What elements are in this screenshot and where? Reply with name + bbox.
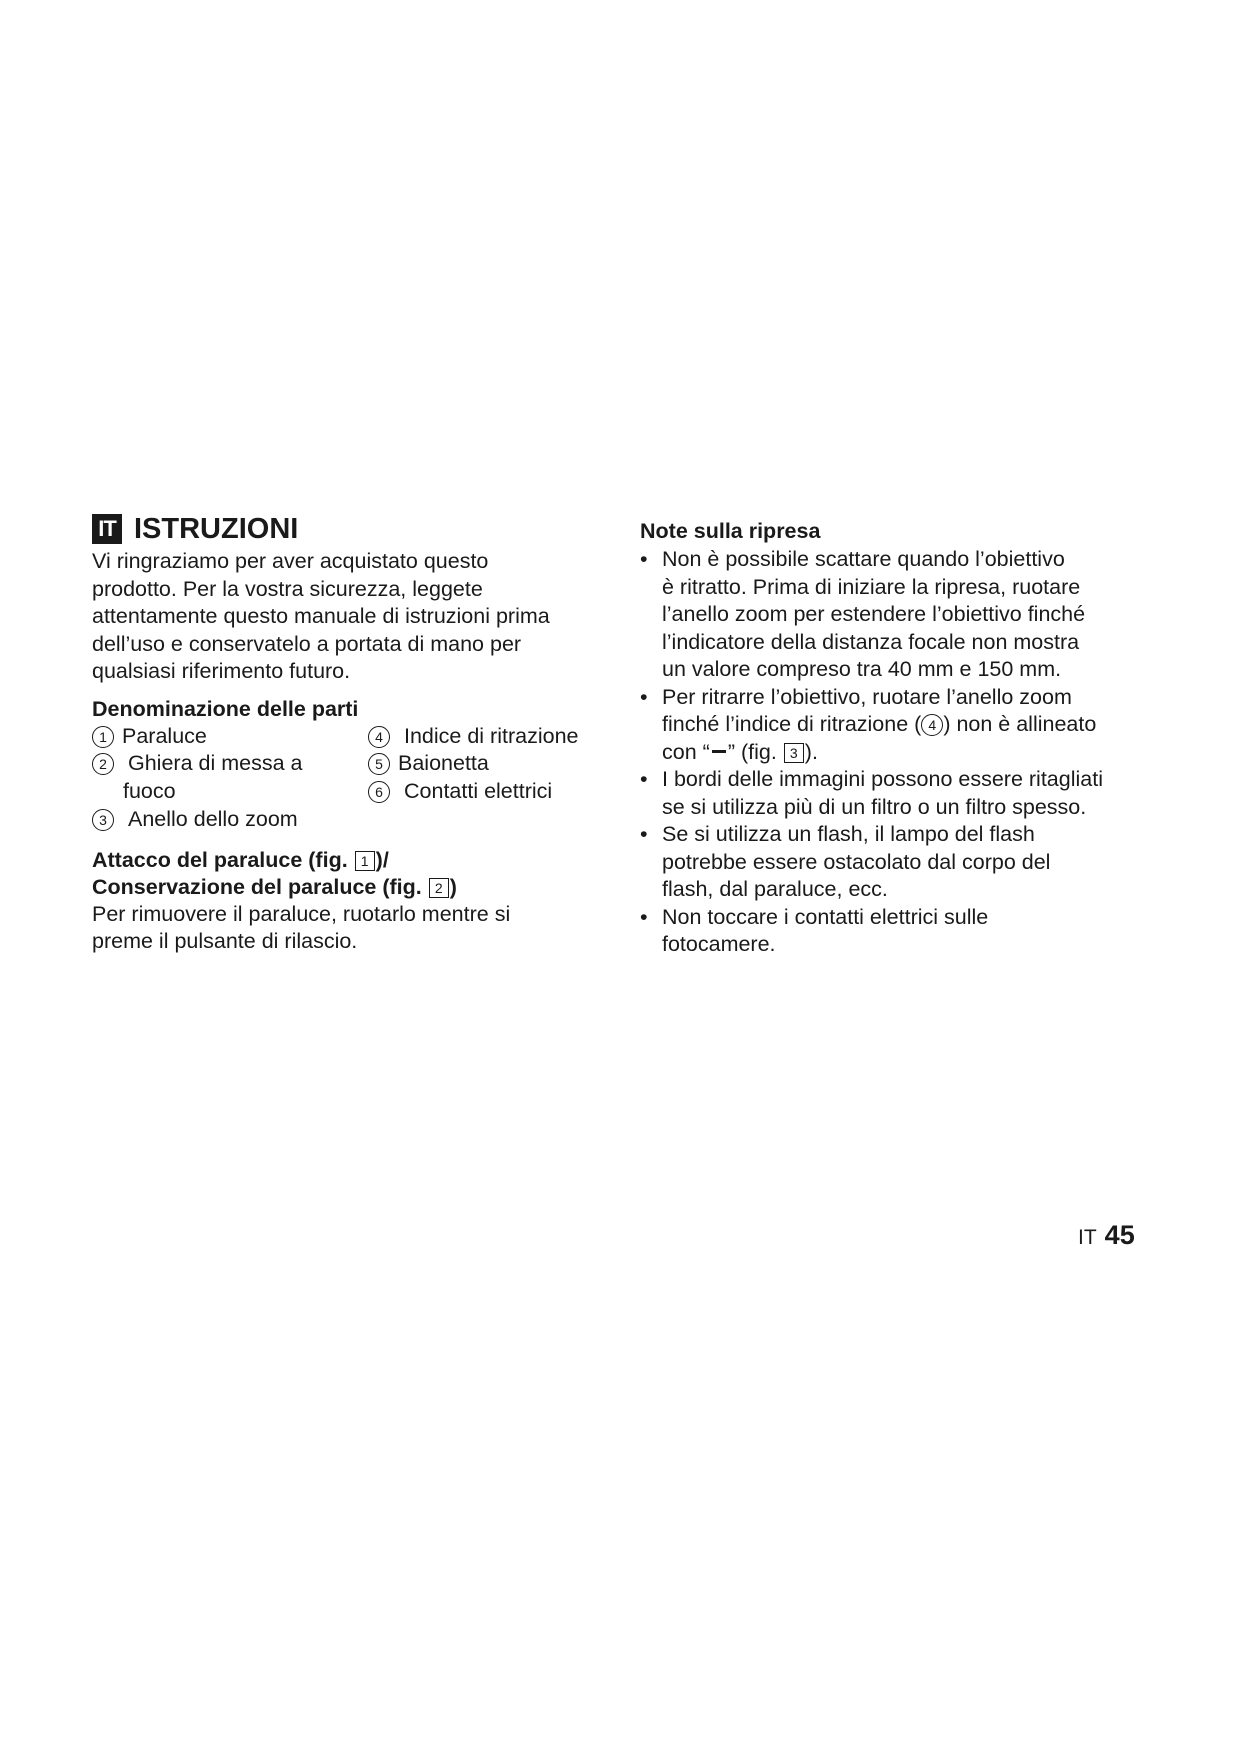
note-line — [662, 739, 1160, 767]
hood-heading-text: ) — [449, 874, 457, 899]
part-item-2 — [92, 750, 302, 778]
circled-number-2: 2 — [92, 753, 114, 775]
hood-heading-text: )/ — [375, 847, 389, 872]
notes-heading: Note sulla ripresa — [640, 519, 821, 543]
intro-line: prodotto. Per la vostra sicurezza, leggete — [92, 576, 483, 601]
part-item-1 — [92, 723, 207, 751]
language-badge: IT — [92, 514, 122, 544]
intro-line: Vi ringraziamo per aver acquistato questo — [92, 549, 489, 573]
part-item-5 — [368, 750, 489, 778]
circled-number-4: 4 — [368, 726, 390, 748]
note-line: l’anello zoom per estendere l’obiettivo finché — [662, 602, 1086, 626]
note-line — [662, 711, 1160, 739]
parts-heading: Denominazione delle parti — [92, 696, 359, 721]
note-line: potrebbe essere ostacolato dal corpo del — [662, 849, 1051, 874]
parts-list — [92, 723, 612, 837]
circled-number-6: 6 — [368, 781, 390, 803]
note-line: • Non è possibile scattare quando l’obiettivo — [662, 547, 1065, 571]
part-label: Contatti elettrici — [404, 778, 553, 803]
part-item-6 — [368, 778, 552, 806]
figure-ref-1: 1 — [355, 851, 375, 871]
note-item — [640, 904, 1160, 959]
note-text: ). — [804, 739, 818, 764]
right-column — [640, 518, 1160, 959]
figure-ref-3: 3 — [784, 743, 804, 763]
note-line: • Non toccare i contatti elettrici sulle — [662, 904, 989, 929]
hood-heading-text: Attacco del paraluce (fig. — [92, 847, 348, 872]
hood-text-line: preme il pulsante di rilascio. — [92, 929, 358, 953]
note-line: flash, dal paraluce, ecc. — [662, 877, 888, 901]
circled-number-3: 3 — [92, 809, 114, 831]
retraction-dash-icon — [712, 750, 726, 753]
hood-heading-line2 — [92, 874, 612, 901]
left-column — [92, 512, 612, 956]
note-line: un valore compreso tra 40 mm e 150 mm. — [662, 657, 1062, 681]
hood-heading-line1 — [92, 847, 612, 874]
note-line: fotocamere. — [662, 932, 776, 956]
note-line: è ritratto. Prima di iniziare la ripresa, ruotare — [662, 574, 1081, 599]
note-item — [640, 821, 1160, 904]
page-title: ISTRUZIONI — [134, 512, 299, 545]
circled-number-4: 4 — [921, 714, 943, 736]
part-item-2-continued — [123, 778, 176, 806]
part-label: Anello dello zoom — [128, 806, 298, 831]
intro-line: dell’uso e conservatelo a portata di mano per — [92, 631, 522, 656]
note-line: l’indicatore della distanza focale non mostra — [662, 629, 1080, 654]
part-label: Indice di ritrazione — [404, 723, 579, 748]
note-text: finché l’indice di ritrazione ( — [662, 712, 922, 736]
circled-number-5: 5 — [368, 753, 390, 775]
hood-text-line: Per rimuovere il paraluce, ruotarlo mentre si — [92, 901, 511, 926]
note-item — [640, 766, 1160, 821]
notes-list — [640, 546, 1160, 959]
note-text: ) non è allineato — [943, 712, 1097, 736]
note-item — [640, 546, 1160, 684]
part-label: Ghiera di messa a — [128, 751, 303, 775]
part-label: Baionetta — [398, 751, 489, 775]
note-line: se si utilizza più di un filtro o un filtro spesso. — [662, 794, 1087, 819]
part-label: Paraluce — [122, 723, 207, 748]
hood-heading-text: Conservazione del paraluce (fig. — [92, 874, 422, 899]
part-item-4 — [368, 723, 578, 751]
intro-line: attentamente questo manuale di istruzioni prima — [92, 604, 550, 628]
page-language-code: IT — [1078, 1226, 1097, 1249]
intro-line: qualsiasi riferimento futuro. — [92, 659, 351, 683]
circled-number-1: 1 — [92, 726, 114, 748]
note-line: • Per ritrarre l’obiettivo, ruotare l’anello zoom — [662, 684, 1072, 709]
note-item — [640, 684, 1160, 767]
note-text: ” (fig. — [727, 739, 777, 764]
part-label-continued: fuoco — [123, 778, 176, 803]
part-item-3 — [92, 806, 298, 834]
page-number-value: 45 — [1104, 1220, 1135, 1250]
note-line: • I bordi delle immagini possono essere ritagliati — [662, 767, 1103, 791]
figure-ref-2: 2 — [429, 878, 449, 898]
note-text: con “ — [662, 739, 710, 764]
intro-paragraph — [92, 548, 612, 686]
title-row — [92, 512, 612, 546]
hood-text — [92, 901, 612, 956]
note-line: • Se si utilizza un flash, il lampo del flash — [662, 822, 1035, 846]
page-number — [1078, 1220, 1135, 1251]
